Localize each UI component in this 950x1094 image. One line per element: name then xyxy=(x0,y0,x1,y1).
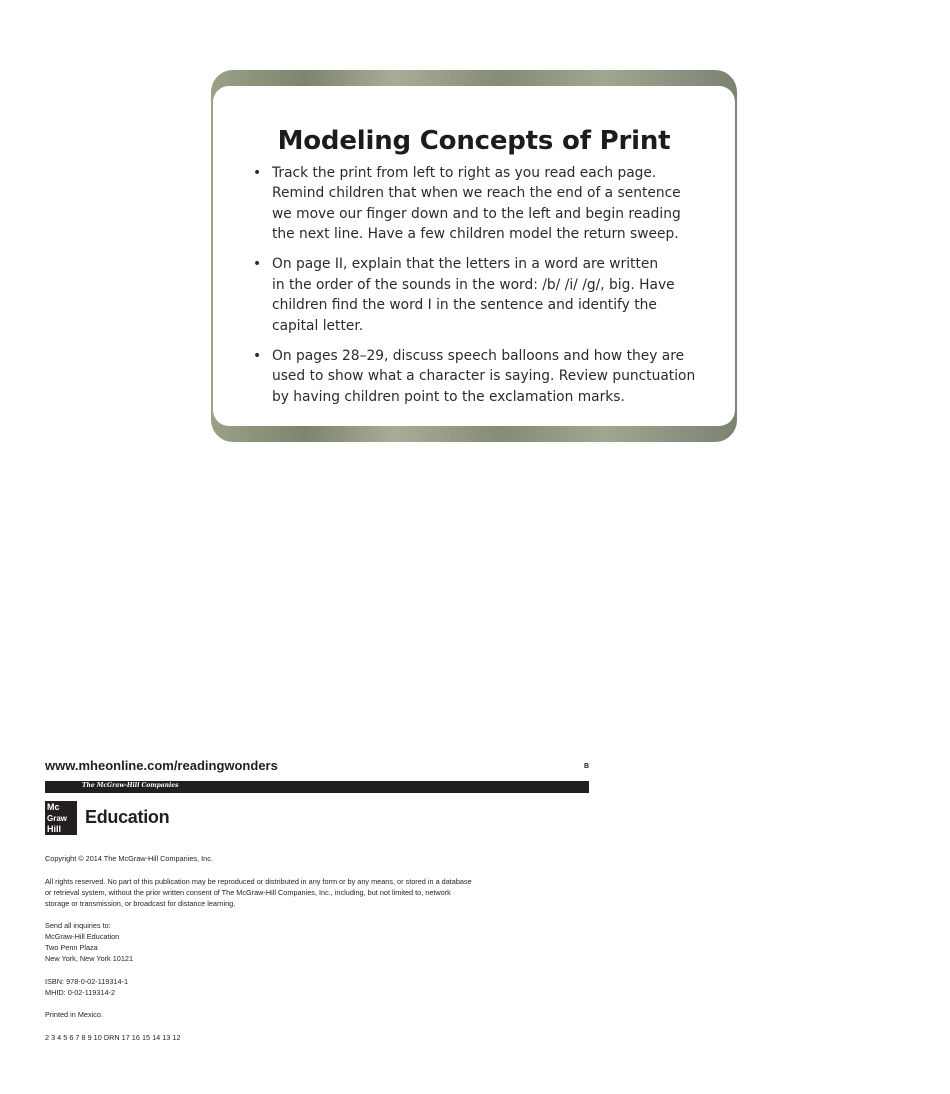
bullet-item: • On pages 28–29, discuss speech balloons and how they are used to show what a character is saying. Review punctuation by having children point to the exclamation marks. xyxy=(253,347,696,405)
mcgraw-hill-logo: Mc Graw Hill xyxy=(45,801,77,835)
publisher-bar xyxy=(45,781,589,793)
page-letter: B xyxy=(584,763,590,770)
bullet-dot-icon: • xyxy=(253,256,262,273)
logo-wordmark: Education xyxy=(85,807,170,827)
card-title: Modeling Concepts of Print xyxy=(277,126,671,156)
isbn-block: ISBN: 978-0-02-119314-1 MHID: 0-02-119314-2 xyxy=(45,977,129,997)
bullet-dot-icon: • xyxy=(253,347,262,364)
website-url: www.mheonline.com/readingwonders xyxy=(45,758,278,773)
bullet-item: • Track the print from left to right as you read each page. Remind children that when we reach the end of a sentence we move our finger down and to the left and begin reading the next line. Have a few children model the return sweep. xyxy=(253,165,681,243)
publisher-bar-text: The McGraw-Hill Companies xyxy=(82,782,179,789)
printed-location: Printed in Mexico. xyxy=(45,1010,103,1019)
rights-notice: All rights reserved. No part of this publication may be reproduced or distributed in any form or by any means, or stored in a database or retrieval system, without the prior written consent of The McGraw-Hill Companies, Inc., including, but not limited to, network storage or transmission, or broadcast for distance learning. xyxy=(45,877,472,908)
bullet-dot-icon: • xyxy=(253,165,262,181)
bullet-item: • On page II, explain that the letters in a word are written in the order of the sounds in the word: /b/ /i/ /g/, big. Have children find the word I in the sentence and identify the capital letter. xyxy=(253,256,675,334)
print-line: 2 3 4 5 6 7 8 9 10 DRN 17 16 15 14 13 12 xyxy=(45,1033,181,1042)
inquiries-address: Send all inquiries to: McGraw-Hill Education Two Penn Plaza New York, New York 10121 xyxy=(45,921,134,963)
bullet-list xyxy=(253,163,703,417)
copyright-line: Copyright © 2014 The McGraw-Hill Companies, Inc. xyxy=(45,854,213,863)
